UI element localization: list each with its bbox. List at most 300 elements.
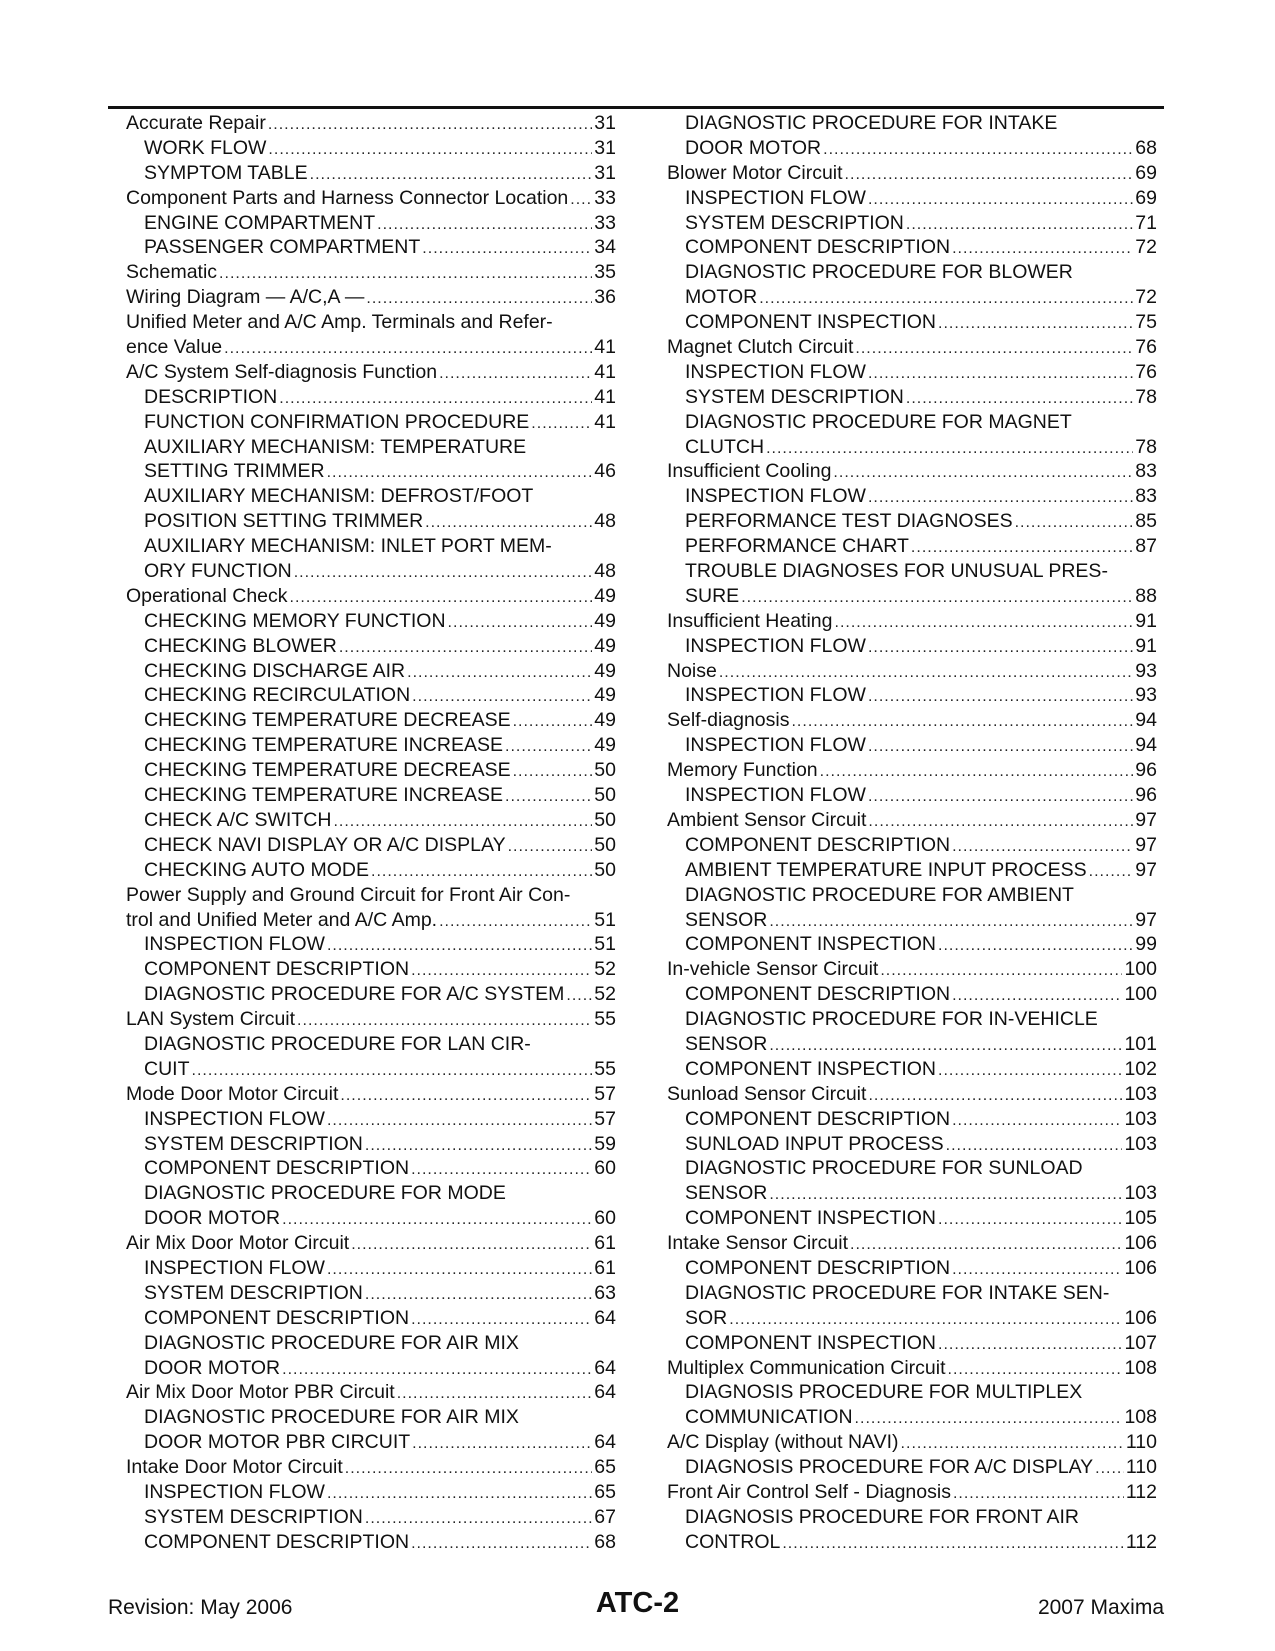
- toc-entry-page: 96: [1135, 759, 1157, 782]
- toc-entry-page: 41: [594, 385, 616, 408]
- toc-entry-page: 68: [1135, 136, 1157, 159]
- toc-entry-page: 106: [1124, 1232, 1157, 1255]
- toc-entry-page: 100: [1124, 958, 1157, 981]
- dot-leader: [769, 910, 1133, 933]
- footer-revision: Revision: May 2006: [108, 1596, 293, 1619]
- toc-entry[interactable]: [126, 659, 616, 684]
- toc-entry-page: 36: [594, 286, 616, 309]
- toc-entry[interactable]: [126, 1306, 616, 1331]
- toc-entry-page: 110: [1125, 1456, 1157, 1479]
- dot-leader: [268, 138, 592, 161]
- toc-entry[interactable]: [126, 1505, 616, 1530]
- dot-leader: [371, 860, 592, 883]
- toc-entry[interactable]: [126, 1256, 616, 1281]
- toc-entry-title: ENGINE COMPARTMENT: [144, 211, 376, 234]
- dot-leader: [505, 735, 592, 758]
- toc-entry[interactable]: [667, 634, 1157, 659]
- toc-entry-title: DESCRIPTION: [144, 385, 278, 408]
- dot-leader: [290, 586, 593, 609]
- toc-entry[interactable]: [667, 783, 1157, 808]
- toc-entry-page: 51: [594, 908, 616, 931]
- toc-entry[interactable]: [667, 758, 1157, 783]
- toc-entry[interactable]: [667, 833, 1157, 858]
- toc-entry-title: WORK FLOW: [144, 136, 267, 159]
- dot-leader: [952, 237, 1133, 260]
- toc-entry-page: 97: [1135, 908, 1157, 931]
- toc-entry[interactable]: [126, 235, 616, 260]
- toc-entry-title: COMPONENT DESCRIPTION: [685, 983, 951, 1006]
- dot-leader: [407, 661, 592, 684]
- dot-leader: [1015, 511, 1134, 534]
- toc-entry-title: LAN System Circuit: [126, 1008, 296, 1031]
- toc-entry[interactable]: [667, 1206, 1157, 1231]
- toc-entry-title: CUIT: [144, 1057, 190, 1080]
- toc-entry[interactable]: [667, 659, 1157, 684]
- toc-entry[interactable]: [667, 1007, 1157, 1032]
- toc-entry-title: COMPONENT INSPECTION: [685, 933, 936, 956]
- dot-leader: [911, 536, 1133, 559]
- toc-entry-page: 41: [594, 336, 616, 359]
- toc-entry-page: 50: [594, 759, 616, 782]
- dot-leader: [508, 835, 593, 858]
- dot-leader: [953, 1482, 1124, 1505]
- dot-leader: [566, 984, 592, 1007]
- toc-entry-title: SYMPTOM TABLE: [144, 161, 308, 184]
- toc-entry[interactable]: [126, 1331, 616, 1356]
- toc-entry[interactable]: [126, 459, 616, 484]
- toc-entry[interactable]: [667, 708, 1157, 733]
- toc-entry[interactable]: [667, 186, 1157, 211]
- toc-entry[interactable]: [667, 584, 1157, 609]
- toc-entry-title: AUXILIARY MECHANISM: DEFROST/FOOT: [144, 485, 534, 508]
- toc-entry[interactable]: [667, 1505, 1157, 1530]
- toc-entry[interactable]: [667, 459, 1157, 484]
- dot-leader: [345, 1457, 593, 1480]
- toc-entry[interactable]: [667, 932, 1157, 957]
- toc-entry[interactable]: [667, 1405, 1157, 1430]
- toc-entry[interactable]: [126, 1231, 616, 1256]
- toc-entry-title: COMPONENT DESCRIPTION: [685, 1107, 951, 1130]
- toc-entry[interactable]: [126, 584, 616, 609]
- toc-entry-title: SENSOR: [685, 1032, 768, 1055]
- toc-entry[interactable]: [126, 908, 616, 933]
- toc-entry-title: INSPECTION FLOW: [144, 1480, 325, 1503]
- toc-entry[interactable]: [667, 1181, 1157, 1206]
- dot-leader: [327, 934, 592, 957]
- dot-leader: [868, 735, 1133, 758]
- dot-leader: [365, 1507, 592, 1530]
- dot-leader: [901, 1432, 1124, 1455]
- dot-leader: [769, 1183, 1122, 1206]
- dot-leader: [868, 188, 1133, 211]
- toc-entry-title: AUXILIARY MECHANISM: TEMPERATURE: [144, 435, 527, 458]
- toc-entry-title: Multiplex Communication Circuit: [667, 1356, 946, 1379]
- dot-leader: [333, 810, 592, 833]
- dot-leader: [365, 1134, 592, 1157]
- toc-left-column: [126, 111, 616, 1555]
- toc-entry-page: 96: [1135, 784, 1157, 807]
- toc-entry[interactable]: [126, 1206, 616, 1231]
- toc-entry-title: Unified Meter and A/C Amp. Terminals and Refer-: [126, 311, 553, 334]
- dot-leader: [448, 611, 593, 634]
- toc-entry[interactable]: [126, 410, 616, 435]
- toc-entry[interactable]: [126, 1405, 616, 1430]
- toc-entry[interactable]: [126, 484, 616, 509]
- toc-entry-title: Intake Door Motor Circuit: [126, 1456, 343, 1479]
- toc-entry-title: DIAGNOSTIC PROCEDURE FOR AIR MIX: [144, 1331, 519, 1354]
- toc-entry[interactable]: [126, 1156, 616, 1181]
- toc-entry[interactable]: [667, 310, 1157, 335]
- toc-entry-title: CHECK NAVI DISPLAY OR A/C DISPLAY: [144, 833, 506, 856]
- toc-entry[interactable]: [667, 908, 1157, 933]
- toc-entry-page: 49: [594, 634, 616, 657]
- toc-entry-page: 103: [1124, 1132, 1157, 1155]
- toc-entry-page: 106: [1124, 1306, 1157, 1329]
- toc-entry-page: 100: [1124, 983, 1157, 1006]
- toc-entry-page: 49: [594, 659, 616, 682]
- toc-entry[interactable]: [667, 808, 1157, 833]
- toc-entry-page: 52: [594, 958, 616, 981]
- toc-entry-title: COMPONENT INSPECTION: [685, 1057, 936, 1080]
- toc-entry-title: CHECKING AUTO MODE: [144, 858, 370, 881]
- toc-entry[interactable]: [126, 783, 616, 808]
- toc-right-column: [667, 111, 1157, 1555]
- toc-entry-title: INSPECTION FLOW: [685, 485, 866, 508]
- toc-entry-title: SENSOR: [685, 1182, 768, 1205]
- toc-entry[interactable]: [126, 260, 616, 285]
- toc-entry[interactable]: [667, 559, 1157, 584]
- dot-leader: [505, 785, 592, 808]
- dot-leader: [513, 760, 593, 783]
- toc-entry-title: COMPONENT DESCRIPTION: [144, 1530, 410, 1553]
- toc-entry-page: 48: [594, 560, 616, 583]
- toc-entry-title: COMPONENT INSPECTION: [685, 1331, 936, 1354]
- toc-entry[interactable]: [667, 435, 1157, 460]
- toc-entry[interactable]: [126, 1480, 616, 1505]
- toc-entry-page: 91: [1135, 609, 1157, 632]
- toc-entry[interactable]: [667, 410, 1157, 435]
- toc-entry-page: 93: [1135, 659, 1157, 682]
- toc-entry[interactable]: [126, 758, 616, 783]
- toc-entry[interactable]: [126, 1430, 616, 1455]
- dot-leader: [948, 1358, 1123, 1381]
- dot-leader: [268, 113, 592, 136]
- toc-entry[interactable]: [126, 136, 616, 161]
- toc-entry[interactable]: [126, 808, 616, 833]
- toc-entry-title: INSPECTION FLOW: [144, 933, 325, 956]
- dot-leader: [351, 1233, 592, 1256]
- toc-entry[interactable]: [667, 982, 1157, 1007]
- toc-entry-title: A/C System Self-diagnosis Function: [126, 360, 438, 383]
- toc-entry-page: 97: [1135, 833, 1157, 856]
- toc-entry[interactable]: [126, 1181, 616, 1206]
- toc-entry-title: CHECKING TEMPERATURE INCREASE: [144, 734, 503, 757]
- toc-entry-page: 31: [594, 136, 616, 159]
- toc-entry[interactable]: [126, 509, 616, 534]
- toc-entry-title: SYSTEM DESCRIPTION: [685, 385, 904, 408]
- toc-entry-page: 69: [1135, 186, 1157, 209]
- toc-entry[interactable]: [667, 1530, 1157, 1555]
- toc-entry-page: 61: [594, 1232, 616, 1255]
- toc-entry[interactable]: [667, 957, 1157, 982]
- toc-entry[interactable]: [667, 1356, 1157, 1381]
- toc-entry[interactable]: [667, 1032, 1157, 1057]
- toc-entry-page: 107: [1124, 1331, 1157, 1354]
- dot-leader: [952, 835, 1133, 858]
- toc-entry-title: CHECKING RECIRCULATION: [144, 684, 411, 707]
- dot-leader: [823, 138, 1133, 161]
- dot-leader: [377, 213, 592, 236]
- dot-leader: [422, 237, 592, 260]
- toc-entry-title: COMPONENT DESCRIPTION: [144, 958, 410, 981]
- toc-entry[interactable]: [667, 1082, 1157, 1107]
- toc-entry-title: TROUBLE DIAGNOSES FOR UNUSUAL PRES-: [685, 560, 1108, 583]
- toc-entry-title: INSPECTION FLOW: [144, 1107, 325, 1130]
- toc-entry[interactable]: [126, 1107, 616, 1132]
- dot-leader: [729, 1308, 1122, 1331]
- toc-entry-page: 49: [594, 734, 616, 757]
- toc-entry[interactable]: [667, 1480, 1157, 1505]
- toc-entry-page: 97: [1135, 858, 1157, 881]
- toc-entry[interactable]: [667, 1231, 1157, 1256]
- toc-entry[interactable]: [667, 609, 1157, 634]
- toc-entry[interactable]: [667, 161, 1157, 186]
- toc-entry[interactable]: [126, 982, 616, 1007]
- toc-entry-title: SYSTEM DESCRIPTION: [144, 1505, 363, 1528]
- toc-entry[interactable]: [126, 683, 616, 708]
- toc-entry[interactable]: [126, 1057, 616, 1082]
- toc-entry-page: 48: [594, 510, 616, 533]
- toc-entry-title: DIAGNOSTIC PROCEDURE FOR AMBIENT: [685, 883, 1074, 906]
- toc-entry[interactable]: [667, 136, 1157, 161]
- toc-entry-title: COMMUNICATION: [685, 1406, 853, 1429]
- toc-entry[interactable]: [667, 1156, 1157, 1181]
- toc-entry[interactable]: [126, 360, 616, 385]
- toc-entry-page: 50: [594, 858, 616, 881]
- toc-entry[interactable]: [667, 360, 1157, 385]
- dot-leader: [833, 461, 1133, 484]
- toc-entry-title: Ambient Sensor Circuit: [667, 808, 867, 831]
- toc-entry-title: Self-diagnosis: [667, 709, 790, 732]
- toc-entry[interactable]: [667, 883, 1157, 908]
- toc-entry[interactable]: [126, 385, 616, 410]
- toc-entry-page: 93: [1135, 684, 1157, 707]
- toc-entry-page: 33: [594, 211, 616, 234]
- toc-entry-title: DIAGNOSIS PROCEDURE FOR MULTIPLEX: [685, 1381, 1083, 1404]
- toc-entry[interactable]: [667, 683, 1157, 708]
- toc-entry-page: 52: [594, 983, 616, 1006]
- toc-entry-page: 63: [594, 1281, 616, 1304]
- dot-leader: [835, 611, 1134, 634]
- toc-entry-title: COMPONENT DESCRIPTION: [685, 1256, 951, 1279]
- toc-entry[interactable]: [126, 111, 616, 136]
- toc-entry[interactable]: [126, 310, 616, 335]
- toc-entry[interactable]: [667, 335, 1157, 360]
- toc-entry-page: 76: [1135, 336, 1157, 359]
- toc-entry-title: Component Parts and Harness Connector Location: [126, 186, 569, 209]
- dot-leader: [282, 1208, 592, 1231]
- toc-entry-title: CLUTCH: [685, 435, 765, 458]
- toc-entry-page: 69: [1135, 161, 1157, 184]
- toc-entry[interactable]: [126, 435, 616, 460]
- dot-leader: [279, 387, 592, 410]
- toc-entry[interactable]: [126, 858, 616, 883]
- toc-entry[interactable]: [126, 957, 616, 982]
- toc-entry[interactable]: [667, 733, 1157, 758]
- dot-leader: [192, 1059, 593, 1082]
- toc-entry-page: 72: [1135, 236, 1157, 259]
- toc-entry[interactable]: [126, 1530, 616, 1555]
- toc-entry-title: DIAGNOSIS PROCEDURE FOR A/C DISPLAY: [685, 1456, 1094, 1479]
- toc-entry-title: DIAGNOSTIC PROCEDURE FOR MODE: [144, 1182, 506, 1205]
- toc-entry-title: CHECKING TEMPERATURE INCREASE: [144, 784, 503, 807]
- toc-entry-title: INSPECTION FLOW: [685, 784, 866, 807]
- dot-leader: [791, 710, 1133, 733]
- toc-entry-page: 78: [1135, 385, 1157, 408]
- toc-entry[interactable]: [126, 932, 616, 957]
- toc-entry[interactable]: [667, 385, 1157, 410]
- toc-entry-page: 99: [1135, 933, 1157, 956]
- toc-entry[interactable]: [126, 883, 616, 908]
- toc-entry[interactable]: [667, 1256, 1157, 1281]
- toc-entry-page: 112: [1125, 1480, 1157, 1503]
- dot-leader: [412, 1432, 592, 1455]
- toc-entry-page: 33: [594, 186, 616, 209]
- dot-leader: [769, 1034, 1122, 1057]
- toc-entry-page: 78: [1135, 435, 1157, 458]
- toc-entry-title: ORY FUNCTION: [144, 560, 292, 583]
- toc-entry[interactable]: [126, 559, 616, 584]
- toc-entry[interactable]: [667, 285, 1157, 310]
- toc-entry[interactable]: [667, 235, 1157, 260]
- toc-entry-page: 50: [594, 808, 616, 831]
- dot-leader: [282, 1358, 592, 1381]
- toc-entry[interactable]: [126, 609, 616, 634]
- toc-entry-title: DIAGNOSTIC PROCEDURE FOR BLOWER: [685, 261, 1073, 284]
- toc-entry-page: 76: [1135, 360, 1157, 383]
- toc-entry[interactable]: [667, 1281, 1157, 1306]
- toc-entry-title: COMPONENT DESCRIPTION: [685, 833, 951, 856]
- toc-entry[interactable]: [667, 1380, 1157, 1405]
- dot-leader: [938, 1333, 1122, 1356]
- toc-entry-title: Magnet Clutch Circuit: [667, 336, 854, 359]
- toc-entry[interactable]: [667, 211, 1157, 236]
- toc-entry-title: DIAGNOSTIC PROCEDURE FOR MAGNET: [685, 410, 1072, 433]
- toc-entry[interactable]: [126, 708, 616, 733]
- toc-entry[interactable]: [126, 634, 616, 659]
- toc-entry[interactable]: [126, 1007, 616, 1032]
- toc-entry[interactable]: [667, 111, 1157, 136]
- toc-entry-page: 51: [594, 933, 616, 956]
- dot-leader: [327, 461, 593, 484]
- toc-entry-title: SYSTEM DESCRIPTION: [685, 211, 904, 234]
- toc-entry-page: 49: [594, 709, 616, 732]
- toc-entry[interactable]: [667, 1331, 1157, 1356]
- toc-entry-title: Sunload Sensor Circuit: [667, 1082, 867, 1105]
- toc-entry[interactable]: [667, 260, 1157, 285]
- dot-leader: [327, 1109, 592, 1132]
- toc-entry-title: SURE: [685, 584, 740, 607]
- toc-entry-title: DOOR MOTOR: [144, 1207, 281, 1230]
- toc-entry[interactable]: [126, 1132, 616, 1157]
- toc-entry-page: 64: [594, 1381, 616, 1404]
- toc-entry-page: 60: [594, 1207, 616, 1230]
- toc-entry-page: 91: [1135, 634, 1157, 657]
- toc-entry[interactable]: [126, 833, 616, 858]
- toc-entry-page: 55: [594, 1008, 616, 1031]
- toc-entry[interactable]: [126, 211, 616, 236]
- toc-entry[interactable]: [667, 484, 1157, 509]
- toc-entry[interactable]: [667, 1430, 1157, 1455]
- toc-entry[interactable]: [667, 858, 1157, 883]
- toc-entry[interactable]: [126, 161, 616, 186]
- toc-entry[interactable]: [126, 1281, 616, 1306]
- toc-entry-page: 106: [1124, 1256, 1157, 1279]
- dot-leader: [906, 213, 1133, 236]
- toc-entry-title: SYSTEM DESCRIPTION: [144, 1281, 363, 1304]
- toc-entry-title: COMPONENT DESCRIPTION: [144, 1157, 410, 1180]
- toc-entry[interactable]: [126, 186, 616, 211]
- toc-entry-title: DIAGNOSTIC PROCEDURE FOR INTAKE SEN-: [685, 1281, 1110, 1304]
- toc-entry-page: 108: [1124, 1406, 1157, 1429]
- toc-entry[interactable]: [126, 285, 616, 310]
- dot-leader: [425, 511, 592, 534]
- toc-entry[interactable]: [126, 534, 616, 559]
- toc-entry-title: PERFORMANCE TEST DIAGNOSES: [685, 510, 1013, 533]
- toc-entry-title: SOR: [685, 1306, 728, 1329]
- toc-entry[interactable]: [126, 733, 616, 758]
- toc-entry-title: DIAGNOSTIC PROCEDURE FOR INTAKE: [685, 112, 1058, 134]
- toc-entry-title: Front Air Control Self - Diagnosis: [667, 1480, 951, 1503]
- dot-leader: [880, 959, 1122, 982]
- toc-entry[interactable]: [667, 1132, 1157, 1157]
- toc-entry[interactable]: [126, 1032, 616, 1057]
- toc-entry-page: 59: [594, 1132, 616, 1155]
- toc-entry-page: 83: [1135, 485, 1157, 508]
- toc-entry-page: 71: [1135, 211, 1157, 234]
- toc-entry-title: A/C Display (without NAVI): [667, 1431, 899, 1454]
- toc-entry[interactable]: [667, 1306, 1157, 1331]
- toc-entry[interactable]: [126, 1380, 616, 1405]
- toc-entry[interactable]: [126, 1455, 616, 1480]
- toc-entry[interactable]: [667, 1107, 1157, 1132]
- toc-entry-title: Mode Door Motor Circuit: [126, 1082, 339, 1105]
- toc-entry-title: DIAGNOSTIC PROCEDURE FOR IN-VEHICLE: [685, 1008, 1098, 1031]
- toc-entry[interactable]: [126, 335, 616, 360]
- toc-entry-page: 85: [1135, 510, 1157, 533]
- toc-entry-title: PERFORMANCE CHART: [685, 535, 909, 558]
- toc-entry-page: 61: [594, 1256, 616, 1279]
- dot-leader: [439, 910, 592, 933]
- toc-entry-page: 31: [594, 112, 616, 134]
- dot-leader: [719, 661, 1133, 684]
- toc-entry[interactable]: [126, 1082, 616, 1107]
- toc-entry[interactable]: [667, 534, 1157, 559]
- toc-entry-title: CONTROL: [685, 1530, 781, 1553]
- toc-entry[interactable]: [667, 509, 1157, 534]
- toc-entry-page: 103: [1124, 1082, 1157, 1105]
- toc-entry[interactable]: [667, 1455, 1157, 1480]
- toc-entry-title: INSPECTION FLOW: [685, 186, 866, 209]
- toc-entry-page: 108: [1124, 1356, 1157, 1379]
- toc-entry[interactable]: [667, 1057, 1157, 1082]
- dot-leader: [868, 362, 1133, 385]
- dot-leader: [855, 337, 1133, 360]
- dot-leader: [1095, 1457, 1124, 1480]
- dot-leader: [310, 163, 593, 186]
- toc-entry[interactable]: [126, 1356, 616, 1381]
- toc-entry-title: Insufficient Cooling: [667, 460, 832, 483]
